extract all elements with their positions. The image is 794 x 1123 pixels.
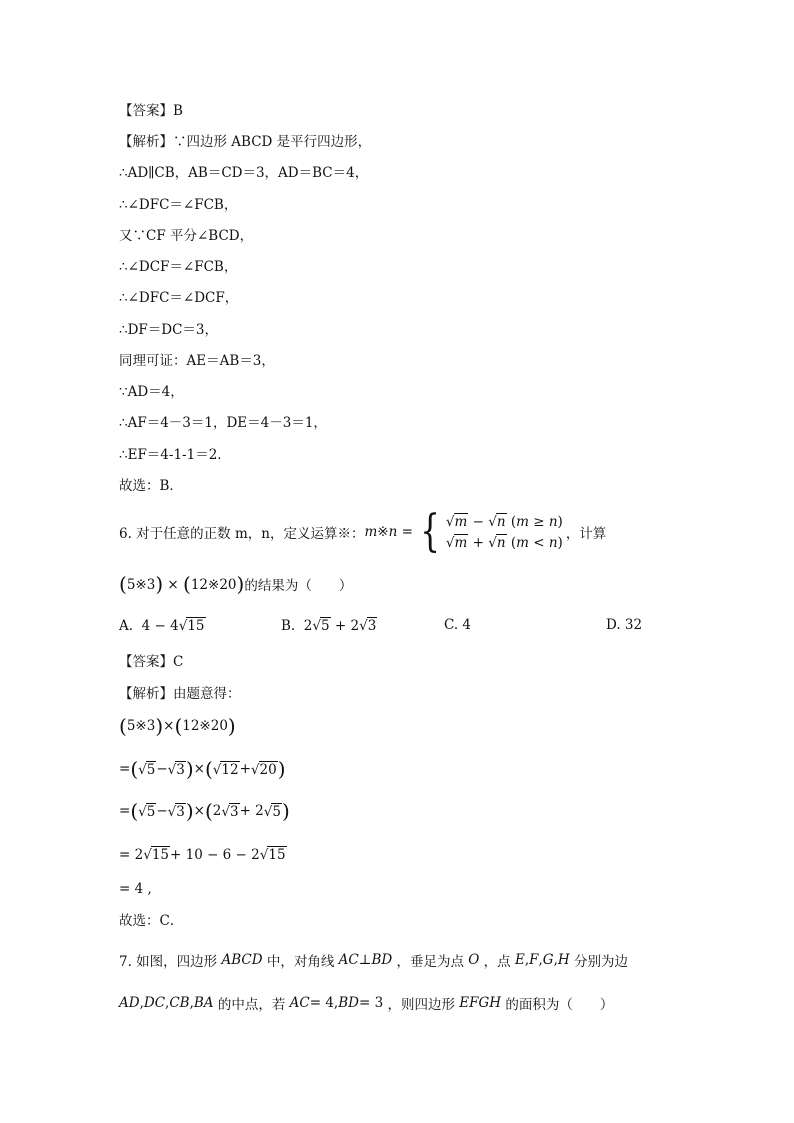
q7-stem-line1: 7. 如图，四边形 ABCD 中，对角线 AC ⊥ BD ，垂足为点 O ，点 E , F , G , H 分别为边 <box>119 952 628 970</box>
analysis-line-7: ∴DF＝DC＝3， <box>119 322 219 338</box>
analysis-line-1: 【解析】∵四边形 ABCD 是平行四边形， <box>119 134 372 150</box>
q6-suffix: ，计算 <box>565 526 607 542</box>
q6-step-4: = 2 √15 + 10 − 6 − 2 √15 <box>119 846 286 863</box>
q6-option-b: B. 2√5 + 2√3 <box>281 618 377 634</box>
q6-stem <box>119 506 607 557</box>
analysis-line-8: 同理可证：AE＝AB＝3， <box>119 353 275 369</box>
answer-label-q5: 【答案】B <box>119 103 183 119</box>
q6-step-1: ( 5※3 ) × ( 12※20 ) <box>119 714 236 738</box>
q6-stem-line2 <box>119 574 352 594</box>
q6-line2-suffix: 的结果为（ ） <box>244 578 353 594</box>
q6-prefix: 6. 对于任意的正数 m，n，定义运算※： <box>119 526 365 542</box>
q6-expression: (5※3) × (12※20) <box>119 572 245 596</box>
analysis-line-4: 又∵CF 平分∠BCD， <box>119 228 254 244</box>
q6-conclusion: 故选：C． <box>119 913 184 929</box>
q6-analysis: 【解析】由题意得： <box>119 686 241 702</box>
analysis-line-3: ∴∠DFC＝∠FCB， <box>119 197 238 213</box>
q6-option-c: C. 4 <box>444 617 472 633</box>
q6-step-2: = ( √5 − √3 ) × ( √12 + √20 ) <box>119 757 286 781</box>
q7-stem-line2: AD , DC , CB , BA 的中点，若 AC = 4, BD = 3 ，则四边形 EFGH 的面积为（ ） <box>119 995 614 1013</box>
answer-label-q6: 【答案】C <box>119 654 184 670</box>
analysis-line-10: ∴AF＝4－3＝1，DE＝4－3＝1， <box>119 415 327 431</box>
q6-step-5: = 4 , <box>119 881 152 897</box>
q6-step-3: = ( √5 − √3 ) × ( 2 √3 + 2 √5 ) <box>119 799 290 823</box>
q6-option-a: A. 4 − 4√15 <box>119 618 205 634</box>
analysis-line-11: ∴EF＝4-1-1＝2． <box>119 447 231 463</box>
analysis-line-12: 故选：B． <box>119 478 183 494</box>
q6-option-d: D. 32 <box>606 617 643 633</box>
analysis-line-6: ∴∠DFC＝∠DCF， <box>119 290 239 306</box>
q6-definition-formula: m ※ n = { √m − √n (m ≥ n) √m + √n (m < n) <box>364 506 563 557</box>
analysis-line-2: ∴AD∥CB，AB＝CD＝3，AD＝BC＝4， <box>119 165 369 181</box>
analysis-line-9: ∵AD＝4， <box>119 384 184 400</box>
analysis-line-5: ∴∠DCF＝∠FCB， <box>119 259 238 275</box>
